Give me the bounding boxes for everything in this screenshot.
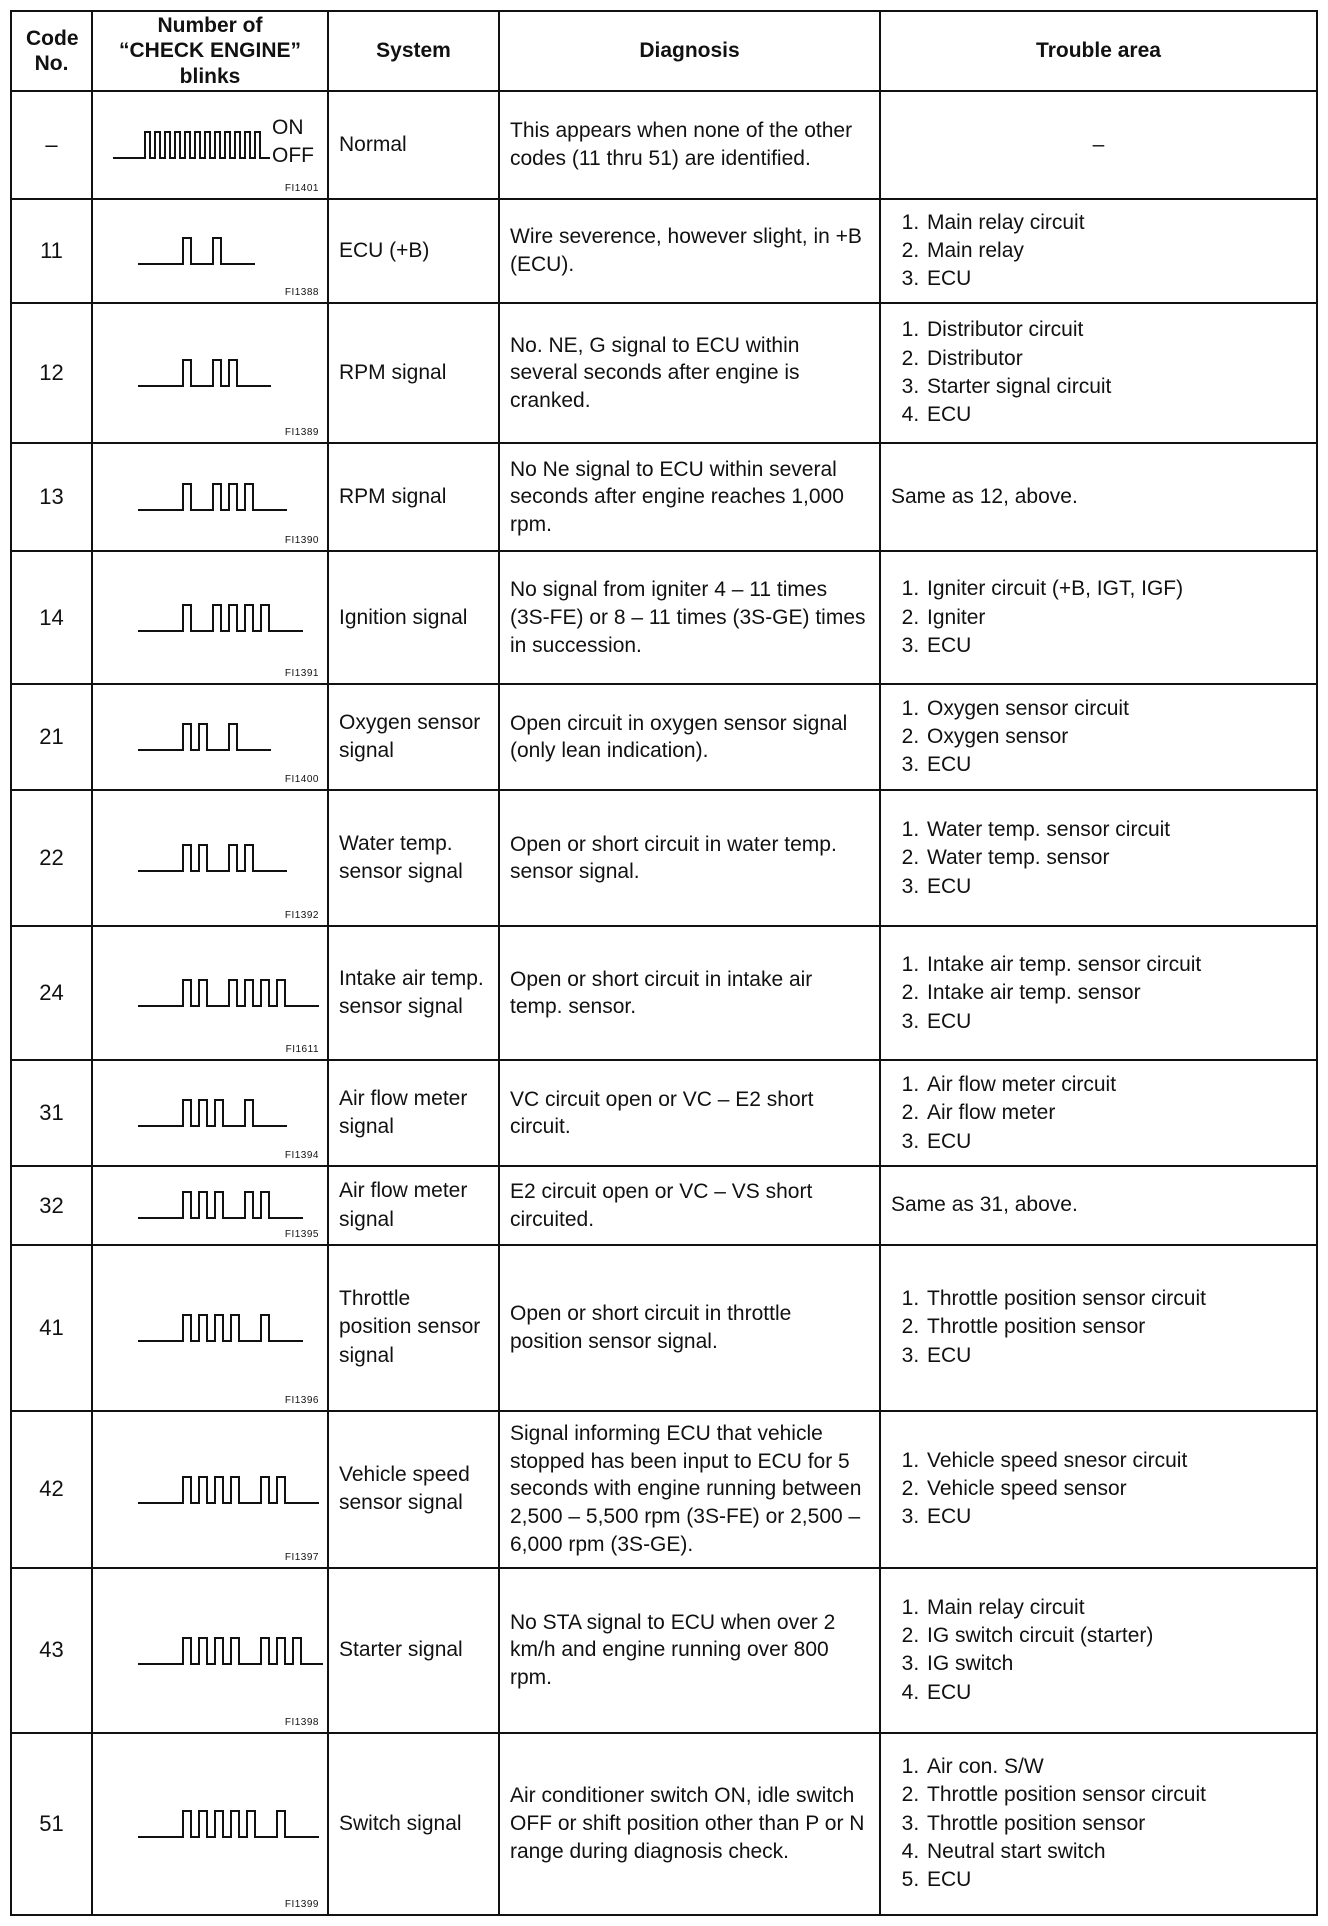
table-row xyxy=(11,443,1317,551)
system-text: Oxygen sensor signal xyxy=(339,710,481,763)
diagnosis-cell: No. NE, G signal to ECU within several seconds after engine is cranked. xyxy=(499,303,880,443)
diagnosis-cell: Open or short circuit in water temp. sensor signal. xyxy=(499,790,880,926)
table-row xyxy=(11,199,1317,303)
blink-waveform xyxy=(93,927,323,1057)
code-cell: 32 xyxy=(11,1166,92,1244)
figure-ref: FI1394 xyxy=(284,1150,319,1162)
figure-ref: FI1389 xyxy=(284,427,319,439)
trouble-item: 2. Water temp. sensor xyxy=(925,844,1306,872)
trouble-text: Same as 12, above. xyxy=(891,485,1078,508)
system-cell xyxy=(328,1568,499,1733)
code-cell: – xyxy=(11,91,92,199)
trouble-cell xyxy=(880,1733,1317,1915)
blink-waveform xyxy=(93,1412,323,1565)
system-cell xyxy=(328,1166,499,1244)
trouble-item: 1. Igniter circuit (+B, IGT, IGF) xyxy=(925,575,1306,603)
system-text: Air flow meter signal xyxy=(339,1179,468,1231)
trouble-item: 3. ECU xyxy=(925,873,1306,901)
figure-ref: FI1388 xyxy=(284,287,319,299)
blink-waveform xyxy=(93,444,323,548)
trouble-item: 4. ECU xyxy=(925,401,1306,429)
blink-waveform xyxy=(93,1569,323,1730)
blink-diagram xyxy=(93,927,327,1059)
code-cell: 13 xyxy=(11,443,92,551)
trouble-cell xyxy=(880,1568,1317,1733)
trouble-item: 1. Main relay circuit xyxy=(925,1594,1306,1622)
figure-ref: FI1401 xyxy=(284,183,319,195)
off-label: OFF xyxy=(272,144,314,167)
figure-ref: FI1398 xyxy=(284,1716,319,1728)
pulse-trace xyxy=(138,845,287,871)
code-cell: 21 xyxy=(11,684,92,790)
trouble-item: 3. ECU xyxy=(925,632,1306,660)
system-cell xyxy=(328,303,499,443)
blink-cell xyxy=(92,684,328,790)
trouble-item: 1. Intake air temp. sensor circuit xyxy=(925,951,1306,979)
pulse-trace xyxy=(138,484,287,510)
blink-cell xyxy=(92,926,328,1060)
blink-cell xyxy=(92,1411,328,1568)
figure-ref: FI1395 xyxy=(284,1228,319,1240)
diagnosis-cell: No signal from igniter 4 – 11 times (3S-FE) or 8 – 11 times (3S-GE) times in succession. xyxy=(499,551,880,684)
pulse-trace xyxy=(113,132,270,158)
code-cell: 41 xyxy=(11,1245,92,1411)
trouble-cell xyxy=(880,303,1317,443)
system-text: Water temp. sensor signal xyxy=(339,832,463,884)
header-blinks xyxy=(92,11,328,91)
figure-ref: FI1611 xyxy=(285,1044,319,1056)
table-row xyxy=(11,1245,1317,1411)
trouble-list xyxy=(891,695,1306,780)
table-row xyxy=(11,551,1317,684)
trouble-item: 2. Throttle position sensor circuit xyxy=(925,1781,1306,1809)
blink-waveform xyxy=(93,552,323,681)
pulse-trace xyxy=(138,605,303,631)
blink-diagram xyxy=(93,304,327,442)
table-row xyxy=(11,1411,1317,1568)
trouble-list xyxy=(891,816,1306,901)
trouble-item: 4. ECU xyxy=(925,1679,1306,1707)
table-row xyxy=(11,1568,1317,1733)
trouble-list xyxy=(891,575,1306,660)
trouble-item: 2. Air flow meter xyxy=(925,1099,1306,1127)
table-row xyxy=(11,303,1317,443)
blink-cell xyxy=(92,199,328,303)
header-row xyxy=(11,11,1317,91)
pulse-trace xyxy=(138,1811,319,1837)
blink-waveform xyxy=(93,1246,323,1408)
blink-diagram xyxy=(93,1734,327,1914)
system-cell xyxy=(328,684,499,790)
system-cell xyxy=(328,199,499,303)
trouble-item: 2. Throttle position sensor xyxy=(925,1313,1306,1341)
blink-cell xyxy=(92,1166,328,1244)
trouble-item: 2. IG switch circuit (starter) xyxy=(925,1622,1306,1650)
trouble-item: 2. Vehicle speed sensor xyxy=(925,1475,1306,1503)
blink-cell xyxy=(92,1060,328,1166)
trouble-item: 1. Vehicle speed snesor circuit xyxy=(925,1447,1306,1475)
pulse-trace xyxy=(138,1638,323,1664)
blink-waveform xyxy=(93,304,323,440)
blink-cell xyxy=(92,1245,328,1411)
header-blinks-line3: blinks xyxy=(179,64,241,88)
trouble-cell xyxy=(880,926,1317,1060)
trouble-list xyxy=(891,951,1306,1036)
blink-waveform xyxy=(93,685,323,787)
blink-cell xyxy=(92,443,328,551)
diagnostic-code-table xyxy=(10,10,1318,1916)
system-cell xyxy=(328,790,499,926)
header-code: Code No. xyxy=(11,11,92,91)
trouble-item: 1. Throttle position sensor circuit xyxy=(925,1285,1306,1313)
code-cell: 43 xyxy=(11,1568,92,1733)
trouble-list xyxy=(891,1753,1306,1895)
system-text: Ignition signal xyxy=(339,605,468,629)
blink-cell xyxy=(92,1733,328,1915)
system-cell xyxy=(328,1060,499,1166)
trouble-cell xyxy=(880,1245,1317,1411)
trouble-item: 1. Air flow meter circuit xyxy=(925,1071,1306,1099)
blink-diagram xyxy=(93,552,327,683)
blink-diagram xyxy=(93,1412,327,1567)
system-cell xyxy=(328,443,499,551)
system-text: RPM signal xyxy=(339,360,447,384)
trouble-cell xyxy=(880,1411,1317,1568)
blink-waveform xyxy=(93,1061,323,1163)
diagnosis-cell: No Ne signal to ECU within several seconds after engine reaches 1,000 rpm. xyxy=(499,443,880,551)
pulse-trace xyxy=(138,1192,303,1218)
trouble-list xyxy=(891,1285,1306,1370)
trouble-list xyxy=(891,316,1306,429)
trouble-item: 1. Air con. S/W xyxy=(925,1753,1306,1781)
blink-waveform xyxy=(93,200,323,300)
system-cell xyxy=(328,551,499,684)
trouble-item: 3. Throttle position sensor xyxy=(925,1810,1306,1838)
trouble-item: 1. Water temp. sensor circuit xyxy=(925,816,1306,844)
trouble-item: 3. ECU xyxy=(925,1342,1306,1370)
system-text: RPM signal xyxy=(339,485,447,508)
system-cell xyxy=(328,91,499,199)
pulse-trace xyxy=(138,1477,319,1503)
trouble-text: – xyxy=(1092,132,1105,156)
blink-waveform xyxy=(93,791,323,923)
trouble-cell xyxy=(880,1060,1317,1166)
code-cell: 31 xyxy=(11,1060,92,1166)
table-row xyxy=(11,1733,1317,1915)
trouble-item: 1. Distributor circuit xyxy=(925,316,1306,344)
blink-cell xyxy=(92,551,328,684)
header-system: System xyxy=(328,11,499,91)
figure-ref: FI1397 xyxy=(284,1551,319,1563)
blink-diagram xyxy=(93,1246,327,1410)
table-row xyxy=(11,1166,1317,1244)
blink-cell xyxy=(92,1568,328,1733)
pulse-trace xyxy=(138,980,319,1006)
blink-cell xyxy=(92,303,328,443)
trouble-item: 3. ECU xyxy=(925,265,1306,293)
diagnosis-cell: VC circuit open or VC – E2 short circuit. xyxy=(499,1060,880,1166)
figure-ref: FI1399 xyxy=(284,1899,319,1910)
trouble-list xyxy=(891,1447,1306,1532)
trouble-item: 2. Main relay xyxy=(925,237,1306,265)
trouble-item: 3. ECU xyxy=(925,1128,1306,1156)
pulse-trace xyxy=(138,1100,287,1126)
code-cell: 11 xyxy=(11,199,92,303)
table-row xyxy=(11,91,1317,199)
table-row xyxy=(11,684,1317,790)
diagnosis-cell: E2 circuit open or VC – VS short circuited. xyxy=(499,1166,880,1244)
trouble-item: 1. Main relay circuit xyxy=(925,209,1306,237)
system-cell xyxy=(328,1733,499,1915)
blink-diagram xyxy=(93,1569,327,1732)
diagnosis-cell: No STA signal to ECU when over 2 km/h and engine running over 800 rpm. xyxy=(499,1568,880,1733)
code-cell: 24 xyxy=(11,926,92,1060)
header-blinks-line2: “CHECK ENGINE” xyxy=(118,39,302,63)
trouble-list xyxy=(891,1071,1306,1156)
trouble-cell xyxy=(880,199,1317,303)
header-blinks-line1: Number of xyxy=(157,14,263,38)
blink-cell xyxy=(92,91,328,199)
trouble-item: 3. IG switch xyxy=(925,1650,1306,1678)
trouble-item: 3. ECU xyxy=(925,751,1306,779)
trouble-item: 3. ECU xyxy=(925,1008,1306,1036)
pulse-trace xyxy=(138,1315,303,1341)
diagnosis-cell: Wire severence, however slight, in +B (ECU). xyxy=(499,199,880,303)
system-text: Switch signal xyxy=(339,1811,462,1835)
diagnosis-cell: Signal informing ECU that vehicle stopped has been input to ECU for 5 seconds with engine running between 2,500 – 5,500 rpm (3S-FE) or 2,500 – 6,000 rpm (3S-GE). xyxy=(499,1411,880,1568)
trouble-item: 1. Oxygen sensor circuit xyxy=(925,695,1306,723)
trouble-item: 3. Starter signal circuit xyxy=(925,373,1306,401)
trouble-item: 3. ECU xyxy=(925,1503,1306,1531)
code-cell: 22 xyxy=(11,790,92,926)
system-text: Normal xyxy=(339,132,407,156)
figure-ref: FI1400 xyxy=(284,774,319,786)
system-cell xyxy=(328,926,499,1060)
figure-ref: FI1396 xyxy=(284,1394,319,1406)
trouble-item: 2. Distributor xyxy=(925,345,1306,373)
trouble-list xyxy=(891,209,1306,294)
trouble-item: 5. ECU xyxy=(925,1866,1306,1894)
blink-waveform xyxy=(93,1734,323,1912)
blink-cell xyxy=(92,790,328,926)
pulse-trace xyxy=(138,360,271,386)
code-cell: 42 xyxy=(11,1411,92,1568)
trouble-item: 2. Igniter xyxy=(925,604,1306,632)
diagnosis-cell: Air conditioner switch ON, idle switch OFF or shift position other than P or N range during diagnosis check. xyxy=(499,1733,880,1915)
diagnosis-cell: Open or short circuit in throttle position sensor signal. xyxy=(499,1245,880,1411)
code-cell: 12 xyxy=(11,303,92,443)
on-label: ON xyxy=(272,116,304,139)
diagnosis-cell: Open or short circuit in intake air temp. sensor. xyxy=(499,926,880,1060)
header-diagnosis: Diagnosis xyxy=(499,11,880,91)
trouble-cell xyxy=(880,790,1317,926)
system-text: ECU (+B) xyxy=(339,238,430,262)
code-cell: 14 xyxy=(11,551,92,684)
trouble-cell xyxy=(880,1166,1317,1244)
table-row xyxy=(11,790,1317,926)
diagnosis-cell: This appears when none of the other codes (11 thru 51) are identified. xyxy=(499,91,880,199)
blink-diagram xyxy=(93,791,327,925)
trouble-cell xyxy=(880,684,1317,790)
system-cell xyxy=(328,1245,499,1411)
trouble-item: 2. Oxygen sensor xyxy=(925,723,1306,751)
system-text: Throttle position sensor signal xyxy=(339,1287,481,1367)
trouble-text: Same as 31, above. xyxy=(891,1193,1078,1217)
code-cell: 51 xyxy=(11,1733,92,1915)
trouble-cell xyxy=(880,443,1317,551)
trouble-cell xyxy=(880,551,1317,684)
figure-ref: FI1391 xyxy=(284,668,319,680)
trouble-item: 2. Intake air temp. sensor xyxy=(925,979,1306,1007)
table-body xyxy=(11,91,1317,1915)
trouble-list xyxy=(891,1594,1306,1707)
trouble-item: 4. Neutral start switch xyxy=(925,1838,1306,1866)
system-cell xyxy=(328,1411,499,1568)
system-text: Vehicle speed sensor signal xyxy=(339,1462,470,1515)
header-trouble: Trouble area xyxy=(880,11,1317,91)
figure-ref: FI1392 xyxy=(284,910,319,922)
system-text: Intake air temp. sensor signal xyxy=(339,967,484,1019)
diagnosis-cell: Open circuit in oxygen sensor signal (only lean indication). xyxy=(499,684,880,790)
figure-ref: FI1390 xyxy=(284,535,319,547)
system-text: Starter signal xyxy=(339,1638,463,1662)
system-text: Air flow meter signal xyxy=(339,1087,468,1139)
table-row xyxy=(11,1060,1317,1166)
table-row xyxy=(11,926,1317,1060)
trouble-cell xyxy=(880,91,1317,199)
pulse-trace xyxy=(138,724,271,750)
pulse-trace xyxy=(138,238,255,264)
